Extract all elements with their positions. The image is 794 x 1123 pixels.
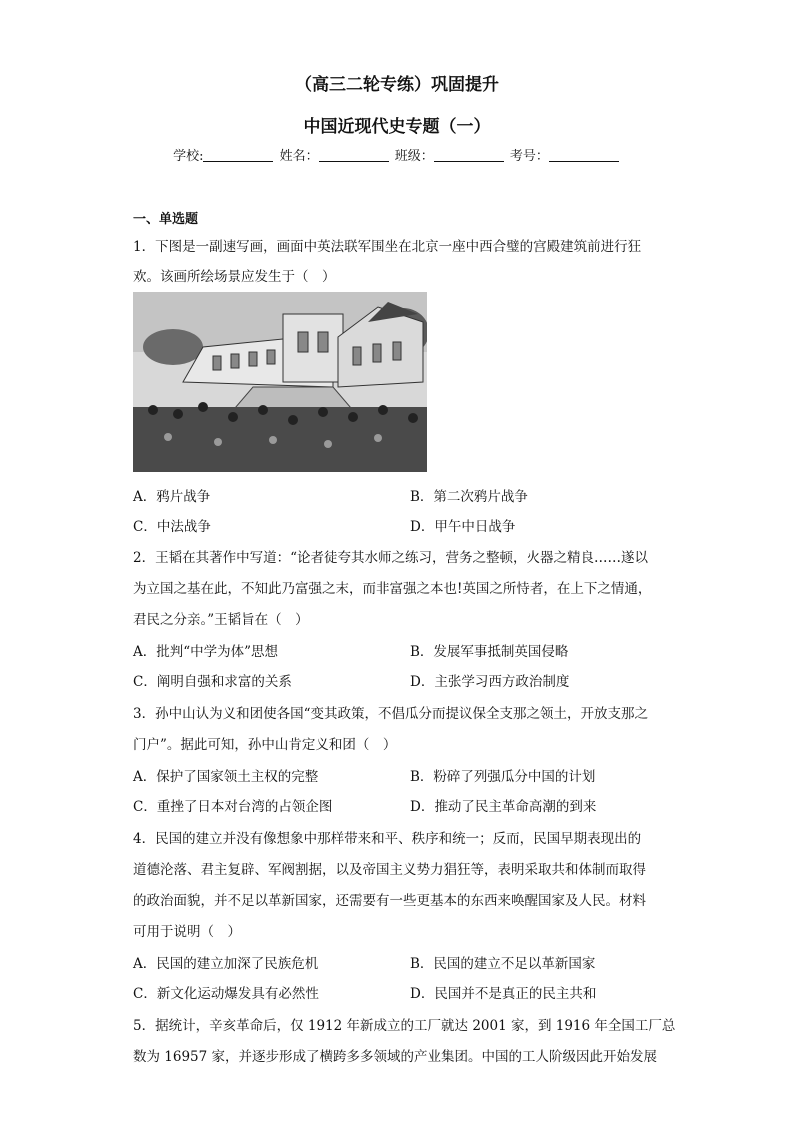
q3-option-a[interactable]: A．保护了国家领土主权的完整 (133, 769, 319, 785)
q2-line-1: 2．王韬在其著作中写道：“论者徒夸其水师之练习，营务之整顿，火器之精良……遂以 (133, 550, 648, 566)
class-blank[interactable] (434, 148, 504, 162)
palace-sketch-image (133, 292, 427, 472)
q3-option-c[interactable]: C．重挫了日本对台湾的占领企图 (133, 799, 333, 815)
q3-line-1: 3．孙中山认为义和团使各国“变其政策，不倡瓜分而提议保全支那之领土，开放支那之 (133, 706, 648, 722)
name-label: 姓名： (279, 149, 319, 164)
section-heading: 一、单选题 (133, 212, 199, 227)
q2-option-d[interactable]: D．主张学习西方政治制度 (410, 674, 570, 690)
q1-option-d[interactable]: D．甲午中日战争 (410, 519, 516, 535)
q4-line-2: 道德沦落、君主复辟、军阀割据，以及帝国主义势力猖狂等，表明采取共和体制而取得 (133, 862, 646, 878)
class-label: 班级： (394, 149, 434, 164)
q4-line-3: 的政治面貌，并不足以革新国家，还需要有一些更基本的东西来唤醒国家及人民。材料 (133, 893, 646, 909)
q5-line-2: 数为 16957 家，并逐步形成了横跨多多领域的产业集团。中国的工人阶级因此开始发展 (133, 1049, 658, 1065)
q3-option-b[interactable]: B．粉碎了列强瓜分中国的计划 (410, 769, 596, 785)
q3-option-d[interactable]: D．推动了民主革命高潮的到来 (410, 799, 597, 815)
q2-option-c[interactable]: C．阐明自强和求富的关系 (133, 674, 292, 690)
student-info-row (0, 145, 794, 164)
q2-line-3: 君民之分亲。”王韬旨在（ ） (133, 612, 309, 628)
school-label: 学校: (173, 149, 204, 164)
q4-option-b[interactable]: B．民国的建立不足以革新国家 (410, 956, 596, 972)
q1-option-b[interactable]: B．第二次鸦片战争 (410, 489, 528, 505)
q2-option-a[interactable]: A．批判“中学为体”思想 (133, 644, 279, 660)
q5-line-1: 5．据统计，辛亥革命后，仅 1912 年新成立的工厂就达 2001 家，到 1916 年全国工厂总 (133, 1018, 676, 1034)
q1-line-2: 欢。该画所绘场景应发生于（ ） (133, 269, 336, 285)
q2-option-b[interactable]: B．发展军事抵制英国侵略 (410, 644, 569, 660)
q1-option-c[interactable]: C．中法战争 (133, 519, 211, 535)
q4-option-d[interactable]: D．民国并不是真正的民主共和 (410, 986, 597, 1002)
q1-option-a[interactable]: A．鸦片战争 (133, 489, 211, 505)
q4-option-c[interactable]: C．新文化运动爆发具有必然性 (133, 986, 319, 1002)
school-blank[interactable] (203, 148, 273, 162)
exam-number-label: 考号： (509, 149, 549, 164)
q4-line-1: 4．民国的建立并没有像想象中那样带来和平、秩序和统一；反而，民国早期表现出的 (133, 831, 642, 847)
q1-line-1: 1．下图是一副速写画，画面中英法联军围坐在北京一座中西合璧的宫殿建筑前进行狂 (133, 239, 642, 255)
exam-title: （高三二轮专练）巩固提升 (295, 75, 499, 95)
q3-line-2: 门户”。据此可知，孙中山肯定义和团（ ） (133, 737, 397, 753)
q4-option-a[interactable]: A．民国的建立加深了民族危机 (133, 956, 319, 972)
exam-subtitle: 中国近现代史专题（一） (303, 117, 491, 137)
q4-line-4: 可用于说明（ ） (133, 924, 241, 940)
q2-line-2: 为立国之基在此，不知此乃富强之末，而非富强之本也!英国之所恃者，在上下之情通， (133, 581, 652, 597)
exam-number-blank[interactable] (549, 148, 619, 162)
name-blank[interactable] (319, 148, 389, 162)
